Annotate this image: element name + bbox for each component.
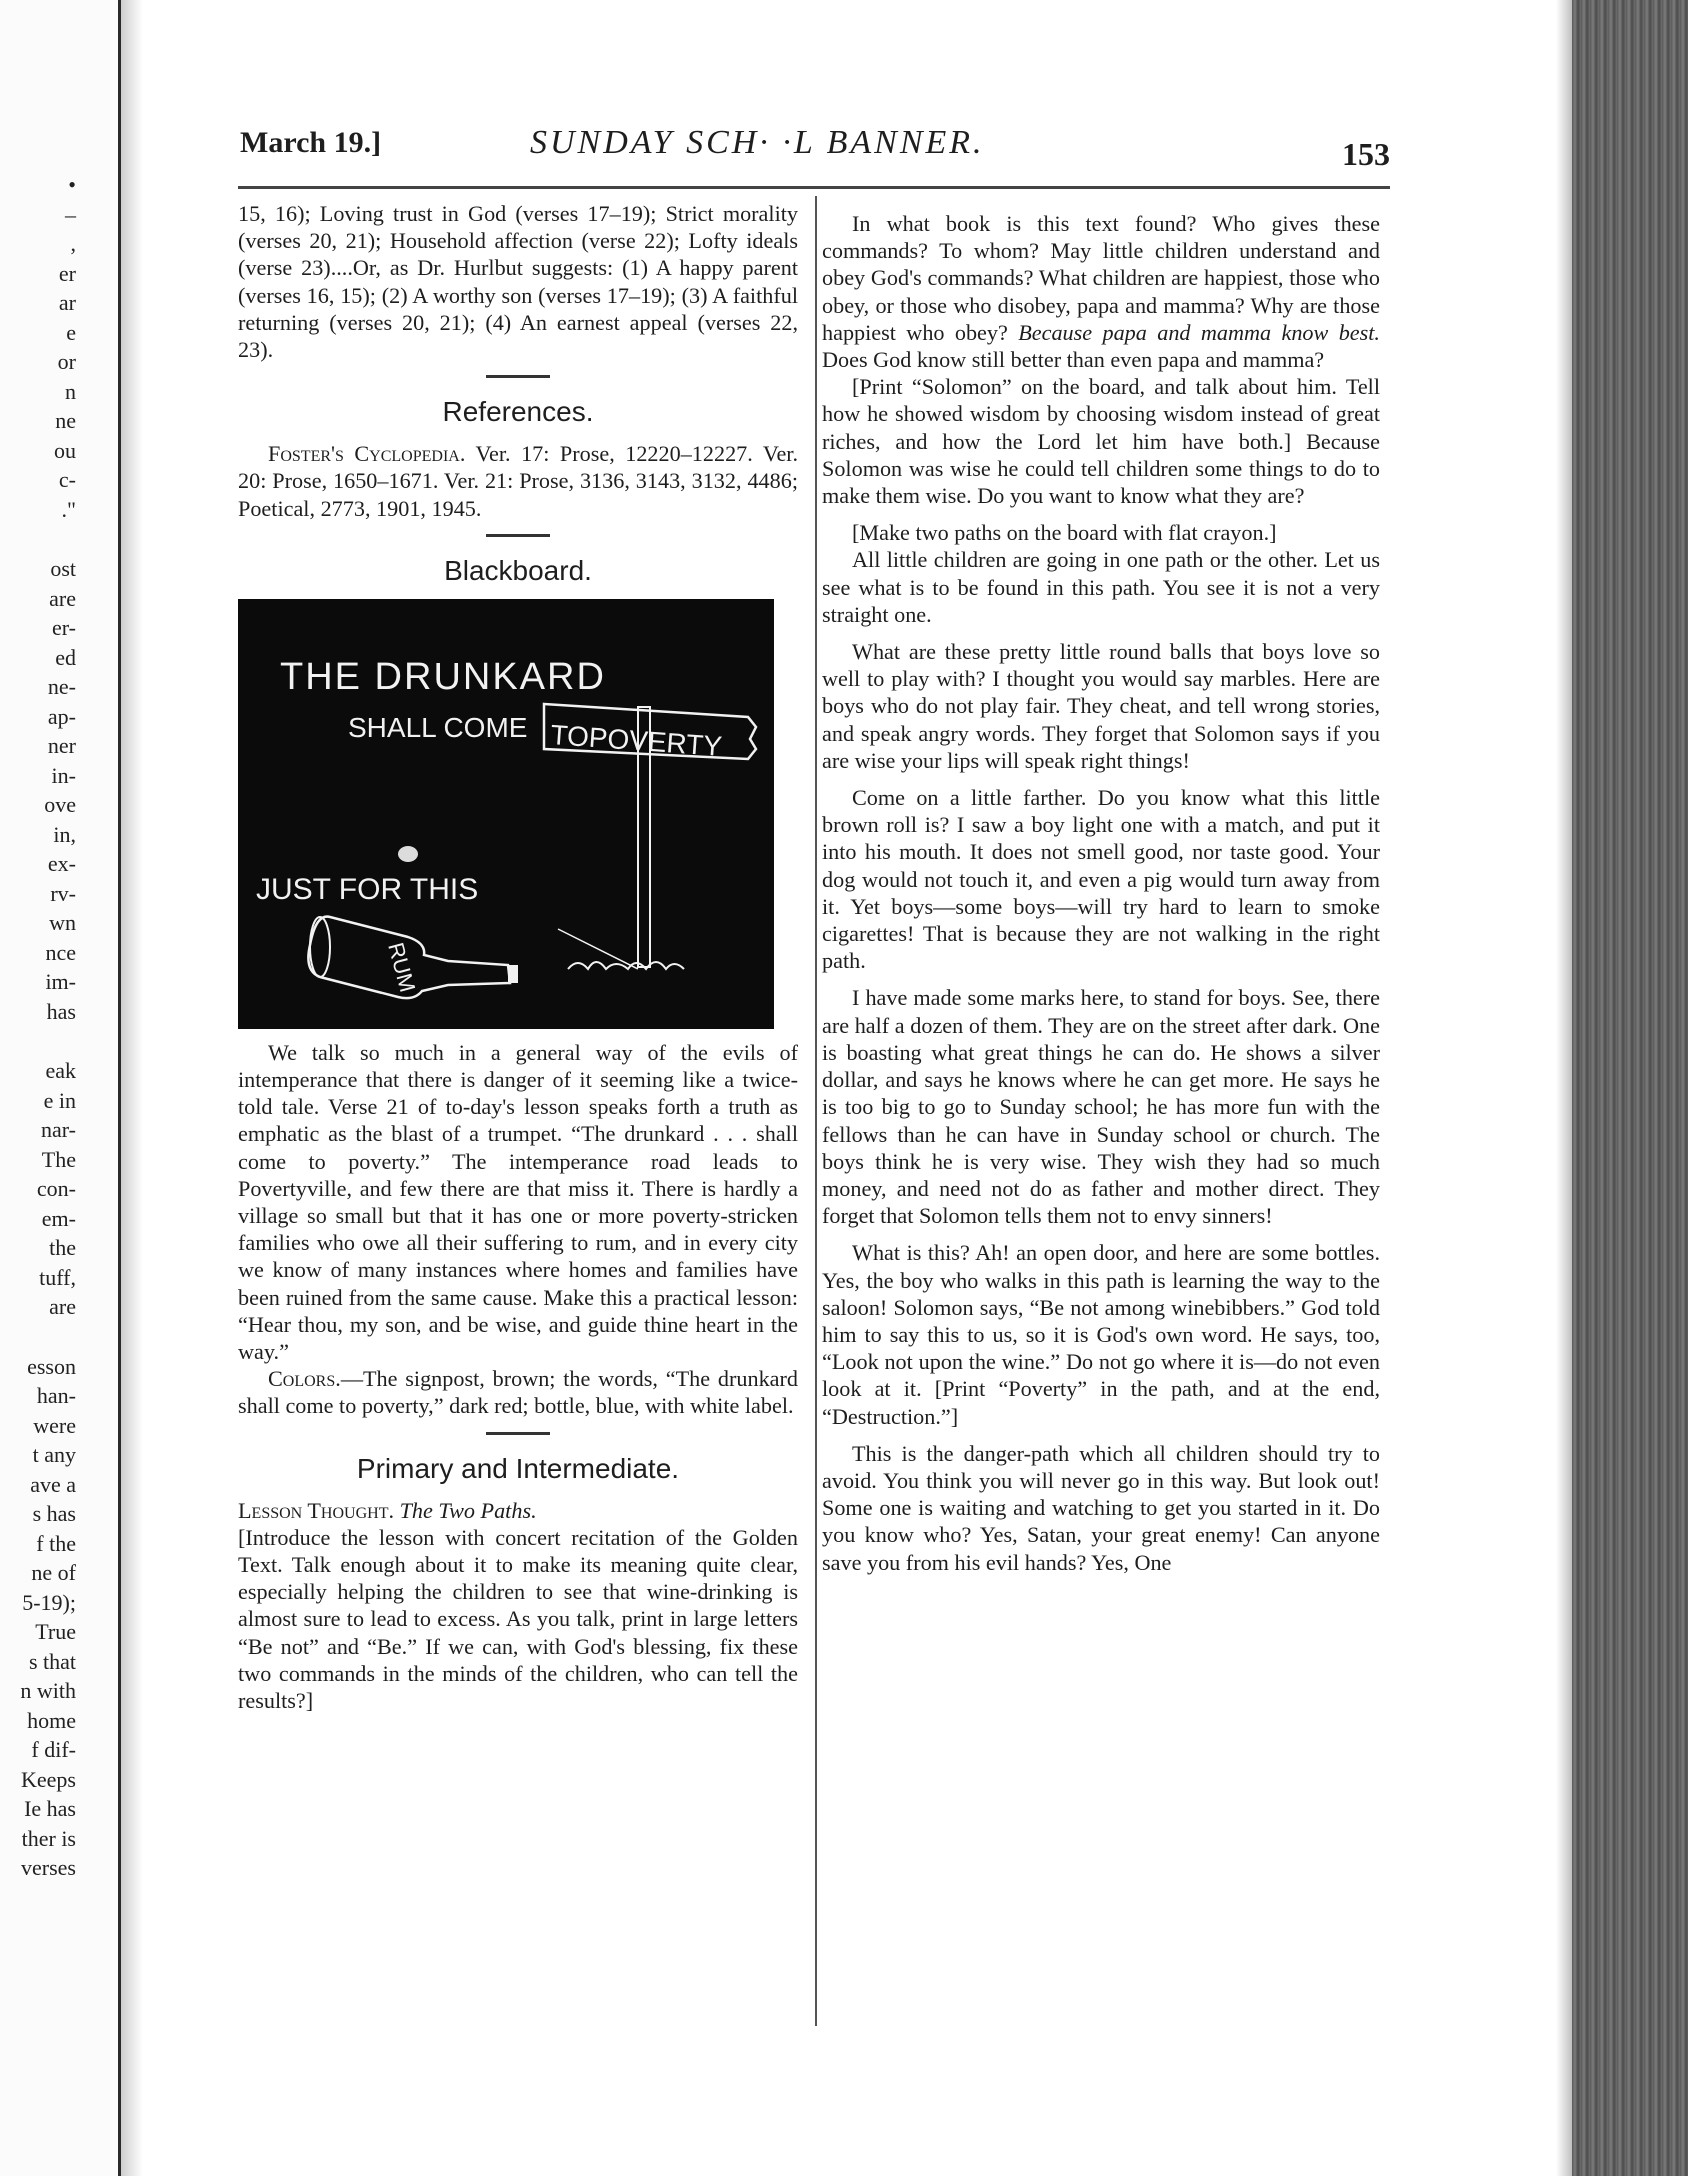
previous-page-fragment: ther is: [21, 1825, 76, 1851]
left-column: [238, 200, 798, 1714]
lesson-thought-line: [238, 1497, 798, 1524]
blackboard-line-2: SHALL COME: [348, 711, 528, 743]
colors-paragraph: [238, 1365, 798, 1419]
previous-page-fragment: em-: [41, 1205, 76, 1231]
previous-page-fragment: The: [41, 1146, 76, 1172]
rum-bottle: [308, 916, 518, 998]
previous-page-fragment: er-: [52, 615, 76, 640]
previous-page-fragment: verses: [21, 1855, 76, 1880]
previous-page-fragment: ex-: [47, 851, 76, 876]
header-rule: [238, 186, 1390, 189]
references-text: Ver. 17: Prose, 12220–12227. Ver. 20: Prose, 1650–1671. Ver. 21: Prose, 3136, 3143, 3132, 4486; Poetical, 2773, 1901, 1945.: [238, 441, 798, 521]
marbles-paragraph: What are these pretty little round balls that boys love so well to play with? I thought you would say marbles. Here are boys who do not play fair. They cheat, and tell wrong stories, and speak angry words. They forget that Solomon says if you are wise your lips will speak right things!: [822, 639, 1380, 773]
previous-page-fragment: f the: [36, 1530, 76, 1556]
previous-page-fragment: in,: [53, 821, 76, 847]
previous-page-fragment: e in: [43, 1087, 76, 1113]
primary-paragraph: [Introduce the lesson with concert recitation of the Golden Text. Talk enough about it to make its meaning quite clear, especially helping the children to see that wine-drinking is almost sure to lead to excess. As you talk, print in large letters “Be not” and “Be.” If we can, with God's blessing, fix these two commands in the minds of the children, who can tell the results?]: [238, 1524, 798, 1714]
previous-page-fragment: .": [61, 496, 76, 522]
questions-text: In what book is this text found? Who gives these commands? To whom? May little children understand and obey God's commands? What children are happiest, those who obey, or those who disobey, papa and mamma? Why are those happiest who obey?: [822, 211, 1380, 345]
primary-heading: Primary and Intermediate.: [356, 1452, 680, 1484]
previous-page-fragment: ar: [58, 290, 76, 315]
blackboard-illustration: [238, 599, 774, 1029]
cigarette-paragraph: Come on a little farther. Do you know what this little brown roll is? I saw a boy light one with a match, and put it into his mouth. It does not smell good, nor taste good. Your dog would not touch it, and even a pig would turn away from it. Yet boys—some boys—will try hard to learn to smoke cigarettes! That is because they are not walking in the right path.: [822, 785, 1380, 974]
previous-page-fragment: nce: [45, 939, 76, 965]
previous-page-fragment: True: [35, 1619, 76, 1644]
previous-page-fragment: rv-: [50, 880, 76, 906]
column-divider: [815, 196, 817, 2026]
previous-page-fragment: were: [33, 1412, 76, 1438]
previous-page-fragment: s has: [32, 1501, 76, 1526]
blackboard-paragraph: We talk so much in a general way of the evils of intemperance that there is danger of it seeming like a twice-told tale. Verse 21 of to-day's lesson speaks forth a truth as emphatic as the blast of a trumpet. “The drunkard . . . shall come to poverty.” The intemperance road leads to Povertyville, and few there are that miss it. There is hardly a village so small but that it has one or more poverty-stricken families who owe all their suffering to rum, and in every city we know of many instances where homes and families have been ruined from the same cause. Make this a practical lesson: “Hear thou, my son, and be wise, and guide thine heart in the way.”: [238, 1039, 798, 1365]
header-title: SUNDAY SCH· ·L BANNER.: [530, 124, 985, 161]
previous-page-fragment: nar-: [41, 1117, 76, 1142]
section-rule: [486, 1432, 550, 1435]
questions-paragraph: [822, 210, 1380, 373]
colors-label: Colors.: [268, 1366, 341, 1392]
lesson-thought-title: The Two Paths.: [399, 1497, 537, 1523]
previous-page-fragment: 5-19);: [22, 1589, 76, 1615]
signpost-text: TOPOVERTY: [549, 718, 724, 762]
previous-page-edge: [0, 0, 121, 2176]
blackboard-line-1: THE DRUNKARD: [280, 655, 606, 698]
previous-page-fragment: n with: [20, 1678, 76, 1703]
previous-page-fragment: home: [27, 1707, 76, 1733]
previous-page-fragment: the: [49, 1235, 76, 1260]
references-paragraph: [238, 440, 798, 522]
previous-page-fragment: has: [46, 998, 76, 1024]
previous-page-fragment: im-: [45, 969, 76, 994]
book-edge: [1572, 0, 1688, 2176]
section-rule: [486, 534, 550, 537]
previous-page-fragment: ed: [55, 644, 76, 670]
right-column: [822, 210, 1380, 1576]
questions-text-end: Does God know still better than even papa and mamma?: [822, 347, 1325, 373]
running-header: [240, 122, 1390, 176]
previous-page-fragment: c-: [58, 467, 76, 492]
previous-page-fragment: f dif-: [31, 1737, 76, 1762]
previous-page-fragment: are: [49, 585, 76, 611]
previous-page-fragment: n: [65, 378, 76, 404]
previous-page-fragment: ou: [54, 437, 76, 463]
blackboard-line-3: JUST FOR THIS: [256, 872, 479, 906]
previous-page-fragment: ave a: [30, 1471, 76, 1497]
gutter-shadow: [121, 0, 143, 2176]
previous-page-fragment: t any: [32, 1442, 76, 1467]
previous-page-fragment: are: [49, 1294, 76, 1319]
previous-page-fragment: ne of: [31, 1560, 76, 1585]
paths-paragraph: All little children are going in one path or the other. Let us see what is to be found in this path. You see it is not a very straight one.: [822, 547, 1380, 627]
page-number: 153: [1342, 136, 1390, 172]
previous-page-fragment: Ie has: [24, 1796, 76, 1821]
previous-page-fragment: in-: [51, 762, 76, 788]
previous-page-fragment: con-: [36, 1176, 76, 1201]
previous-page-fragment: ner: [47, 733, 76, 758]
previous-page-fragment: ,: [70, 231, 76, 256]
paths-instruction: [Make two paths on the board with flat crayon.]: [852, 520, 1277, 546]
previous-page-fragment: esson: [27, 1353, 76, 1379]
previous-page-fragment: ost: [50, 556, 76, 581]
previous-page-fragment: er: [58, 260, 76, 286]
previous-page-fragment: Keeps: [21, 1766, 76, 1792]
previous-page-fragment: tuff,: [39, 1264, 76, 1290]
header-date: March 19.]: [240, 126, 382, 159]
previous-page-fragment: or: [57, 349, 76, 374]
saloon-paragraph: What is this? Ah! an open door, and here are some bottles. Yes, the boy who walks in this path is learning the way to the saloon! Solomon says, “Be not among winebibbers.” God told him to say this to us, so it is God's own word. He says, too, “Look not upon the wine.” Do not go where it is—do not even look at it. [Print “Poverty” in the path, and at the end, “Destruction.”]: [822, 1240, 1380, 1429]
danger-path-paragraph: This is the danger-path which all children should try to avoid. You think you will never go in this way. But look out! Some one is waiting and watching to get you started in it. Do you know who? Yes, Satan, your great enemy! Can anyone save you from his evil hands? Yes, One: [822, 1440, 1380, 1575]
lesson-outline-paragraph: 15, 16); Loving trust in God (verses 17–19); Strict morality (verses 20, 21); Household affection (verse 22); Lofty ideals (verse 23)....Or, as Dr. Hurlbut suggests: (1) A happy parent (verses 16, 15); (2) A worthy son (verses 17–19); (3) A faithful returning (verses 20, 21); (4) An earnest appeal (verses 22, 23).: [238, 201, 798, 363]
solomon-paragraph: [Print “Solomon” on the board, and talk about him. Tell how he showed wisdom by choosing wisdom instead of great riches, and how the Lord let him have both.] Because Solomon was wise he could tell children some things to do to make them wise. Do you want to know what they are?: [822, 374, 1380, 509]
lesson-thought-label: Lesson Thought.: [238, 1497, 395, 1523]
previous-page-fragment: •: [68, 172, 76, 197]
previous-page-fragment: eak: [45, 1058, 76, 1083]
references-label: Foster's Cyclopedia.: [268, 441, 466, 467]
previous-page-fragment: ne-: [47, 674, 76, 699]
previous-page-fragment: ove: [44, 792, 76, 817]
section-rule: [486, 375, 550, 378]
references-heading: References.: [442, 396, 594, 428]
bottle-label: RUM: [383, 939, 421, 995]
small-figure: [398, 846, 418, 862]
boys-paragraph: I have made some marks here, to stand for boys. See, there are half a dozen of them. They are on the street after dark. One is boasting what great things he can do. He shows a silver dollar, and says he knows where he can get more. He says he is too big to go to Sunday school; he has more fun with the fellows than he can have in Sunday school or church. The boys think he is very wise. They wish they had so much money, and need not do as father and mother direct. They forget that Solomon tells them not to envy sinners!: [822, 985, 1380, 1229]
previous-page-fragment: s that: [28, 1648, 76, 1674]
blackboard-drawing: [238, 599, 774, 1029]
questions-answer: Because papa and mamma know best.: [1018, 319, 1380, 345]
blackboard-heading: Blackboard.: [444, 554, 592, 586]
previous-page-fragment: wn: [49, 910, 76, 935]
previous-page-fragment: han-: [36, 1383, 76, 1408]
previous-page-fragment: ne: [55, 408, 76, 433]
colors-text: —The signpost, brown; the words, “The drunkard shall come to poverty,” dark red; bottle, blue, with white label.: [238, 1366, 798, 1419]
previous-page-fragment: ap-: [47, 703, 76, 729]
previous-page-fragment: –: [65, 201, 76, 227]
previous-page-fragment: e: [66, 319, 76, 345]
